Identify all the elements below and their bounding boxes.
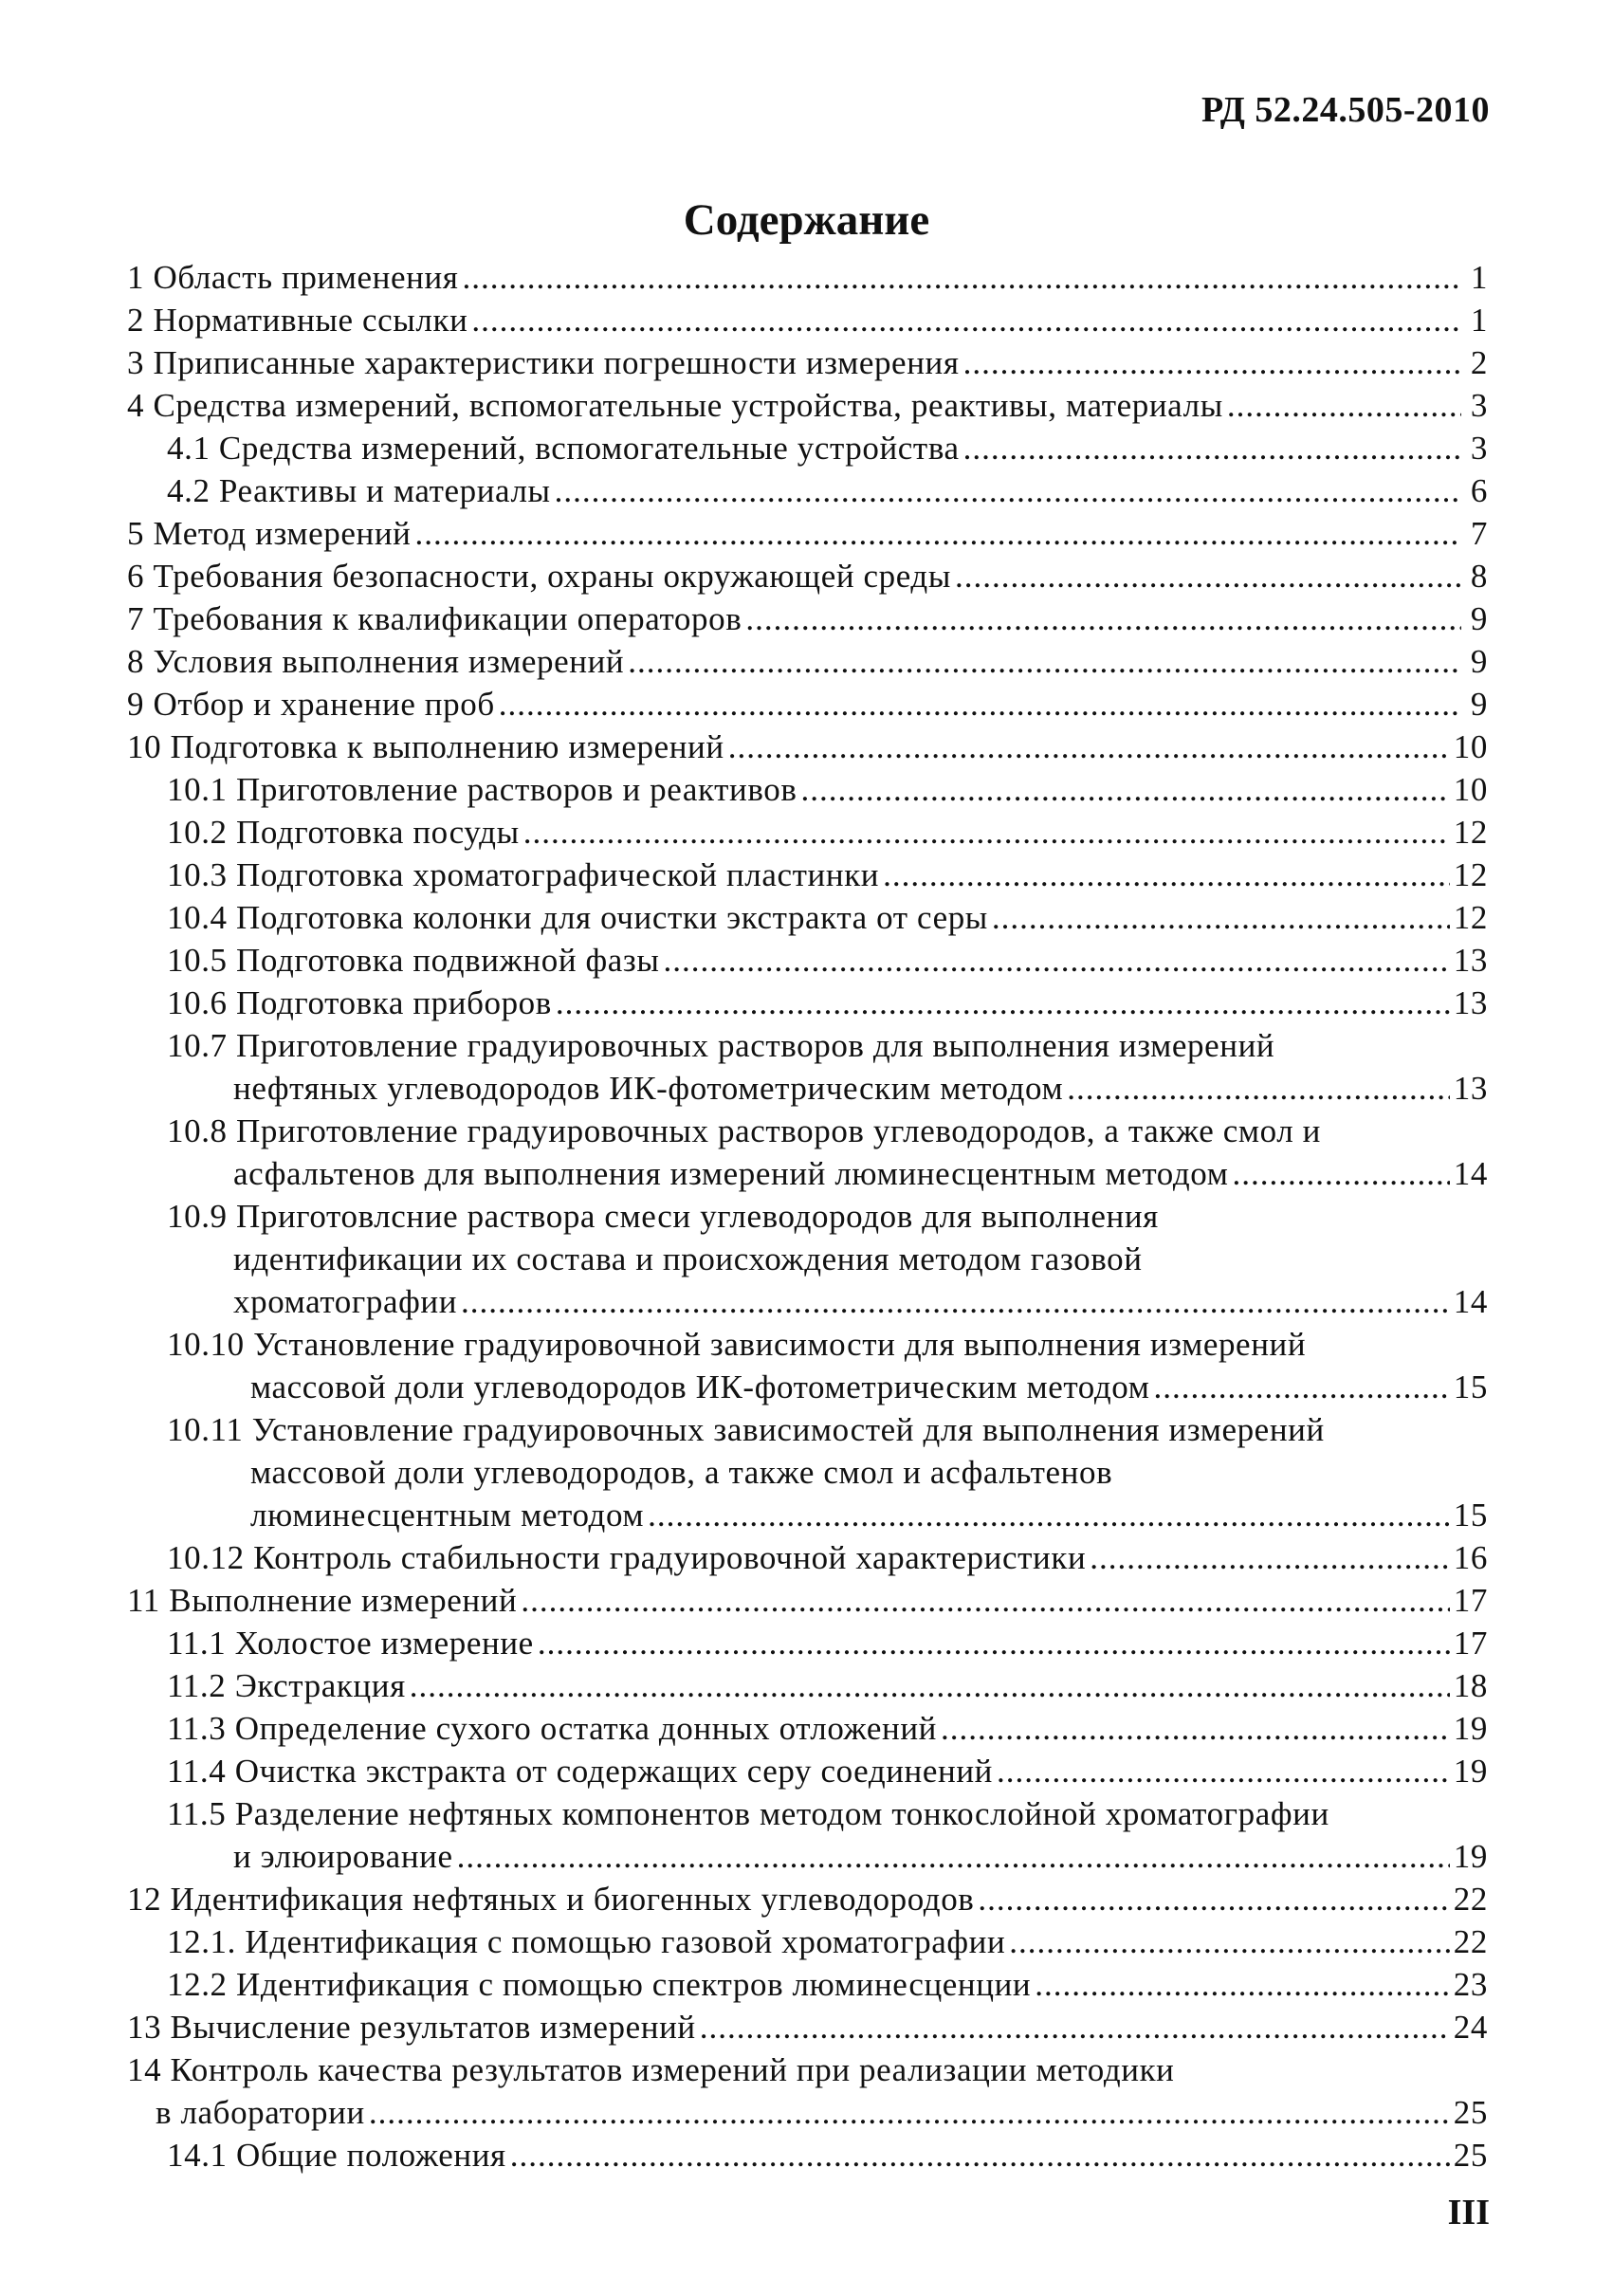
- toc-page-number: 13: [1453, 984, 1488, 1021]
- toc-entry-row: [167, 1963, 1488, 2006]
- dot-leader: [648, 1494, 1450, 1536]
- dot-leader: [1232, 1152, 1449, 1195]
- toc-page-number: 3: [1470, 387, 1488, 424]
- dot-leader: [628, 640, 1461, 683]
- dot-leader: [992, 896, 1450, 939]
- toc-entry-title-line: 10.2 Подготовка посуды: [167, 814, 520, 851]
- toc-entry-title-line: 7 Требования к квалификации операторов: [127, 600, 742, 637]
- dot-leader: [556, 982, 1450, 1024]
- toc-entry-title-line: 11.1 Холостое измерение: [167, 1625, 534, 1662]
- toc-entry[interactable]: [127, 640, 1488, 683]
- toc-entry[interactable]: [127, 1750, 1488, 1792]
- toc-entry-row: [167, 982, 1488, 1024]
- toc-entry[interactable]: [127, 2048, 1488, 2134]
- toc-entry-row: [167, 427, 1488, 469]
- toc-page-number: 1: [1470, 302, 1488, 339]
- toc-entry[interactable]: [127, 939, 1488, 982]
- dot-leader: [800, 768, 1449, 811]
- toc-page-number: 12: [1453, 814, 1488, 851]
- toc-entry-row: [127, 1579, 1488, 1622]
- toc-page-number: 10: [1453, 728, 1488, 765]
- toc-entry[interactable]: [127, 299, 1488, 341]
- toc-entry[interactable]: [127, 1323, 1488, 1408]
- table-of-contents: [127, 256, 1488, 2177]
- dot-leader: [415, 512, 1462, 555]
- toc-entry-title-line: в лаборатории: [156, 2094, 365, 2131]
- toc-entry-title-line: 9 Отбор и хранение проб: [127, 686, 495, 723]
- toc-entry[interactable]: [127, 1707, 1488, 1750]
- toc-page-number: 25: [1453, 2094, 1488, 2131]
- toc-entry-row: [167, 1152, 1488, 1195]
- toc-entry-title-line: 4.2 Реактивы и материалы: [167, 472, 551, 509]
- toc-entry-row: [167, 1707, 1488, 1750]
- toc-page-number: 1: [1470, 259, 1488, 296]
- toc-entry[interactable]: [127, 1792, 1488, 1878]
- toc-entry-row: [167, 469, 1488, 512]
- toc-page-number: 15: [1453, 1368, 1488, 1405]
- toc-entry-title-line: 11.5 Разделение нефтяных компонентов методом тонкослойной хроматографии: [167, 1795, 1329, 1832]
- dot-leader: [997, 1750, 1450, 1792]
- dot-leader: [1067, 1067, 1450, 1110]
- toc-entry-row: [127, 2091, 1488, 2134]
- toc-entry-title-line: 12 Идентификация нефтяных и биогенных углеводородов: [127, 1881, 975, 1918]
- toc-page-number: 13: [1453, 942, 1488, 979]
- toc-page-number: 12: [1453, 856, 1488, 893]
- toc-page-number: 2: [1470, 344, 1488, 381]
- toc-entry-title-line: 11.4 Очистка экстракта от содержащих серу соединений: [167, 1753, 994, 1790]
- document-code: РД 52.24.505-2010: [1201, 90, 1490, 130]
- dot-leader: [978, 1878, 1449, 1920]
- toc-entry-row: [127, 341, 1488, 384]
- toc-entry[interactable]: [127, 512, 1488, 555]
- toc-page-number: 18: [1453, 1667, 1488, 1704]
- toc-page-number: 13: [1453, 1070, 1488, 1107]
- toc-page-number: 14: [1453, 1155, 1488, 1192]
- toc-entry-row: [167, 854, 1488, 896]
- toc-entry-row: [127, 512, 1488, 555]
- toc-entry-row: [127, 640, 1488, 683]
- toc-entry-row: [167, 1366, 1488, 1408]
- page-title: Содержание: [683, 195, 930, 246]
- toc-entry[interactable]: [127, 1622, 1488, 1664]
- toc-entry[interactable]: [127, 555, 1488, 597]
- toc-entry-title-line: идентификации их состава и происхождения методом газовой: [233, 1240, 1143, 1277]
- toc-entry-row: [127, 2006, 1488, 2048]
- toc-entry-row: [127, 299, 1488, 341]
- toc-entry-title-line: 11 Выполнение измерений: [127, 1582, 518, 1619]
- toc-entry-row: [167, 1920, 1488, 1963]
- toc-entry-row: [167, 1280, 1488, 1323]
- toc-entry-title-line: 10.12 Контроль стабильности градуировочной характеристики: [167, 1539, 1087, 1576]
- toc-page-number: 22: [1453, 1881, 1488, 1918]
- toc-page-number: 12: [1453, 899, 1488, 936]
- dot-leader: [963, 427, 1461, 469]
- toc-entry[interactable]: [127, 1110, 1488, 1195]
- toc-entry-title-line: 12.1. Идентификация с помощью газовой хроматографии: [167, 1923, 1006, 1960]
- toc-entry-title-line: 10.1 Приготовление растворов и реактивов: [167, 771, 797, 808]
- toc-entry-row: [167, 896, 1488, 939]
- dot-leader: [555, 469, 1461, 512]
- toc-entry-title-line: 2 Нормативные ссылки: [127, 302, 468, 339]
- toc-entry[interactable]: [127, 597, 1488, 640]
- toc-entry-row: [167, 1067, 1488, 1110]
- toc-entry-title-line: 4.1 Средства измерений, вспомогательные устройства: [167, 430, 960, 467]
- toc-entry-row: [167, 1494, 1488, 1536]
- toc-entry[interactable]: [127, 2134, 1488, 2177]
- toc-entry-title-line: 14 Контроль качества результатов измерений при реализации методики: [127, 2051, 1175, 2088]
- toc-entry[interactable]: [127, 384, 1488, 427]
- toc-entry-title-line: 10.7 Приготовление градуировочных растворов для выполнения измерений: [167, 1027, 1275, 1064]
- toc-entry-title-line: хроматографии: [233, 1283, 458, 1320]
- toc-entry-title-line: 10.3 Подготовка хроматографической пластинки: [167, 856, 880, 893]
- toc-entry-title-line: 11.2 Экстракция: [167, 1667, 406, 1704]
- toc-entry-title-line: 10.4 Подготовка колонки для очистки экстракта от серы: [167, 899, 988, 936]
- toc-entry-title-line: 10.9 Приготовлсние раствора смеси углеводородов для выполнения: [167, 1198, 1159, 1235]
- toc-page-number: 22: [1453, 1923, 1488, 1960]
- dot-leader: [728, 726, 1450, 768]
- toc-entry-title-line: массовой доли углеводородов ИК-фотометрическим методом: [250, 1368, 1150, 1405]
- toc-entry-title-line: 10.5 Подготовка подвижной фазы: [167, 942, 660, 979]
- toc-page-number: 9: [1470, 686, 1488, 723]
- toc-entry-row: [127, 683, 1488, 726]
- toc-entry-row: [167, 1622, 1488, 1664]
- toc-entry[interactable]: [127, 768, 1488, 811]
- toc-page-number: 16: [1453, 1539, 1488, 1576]
- dot-leader: [538, 1622, 1450, 1664]
- toc-entry[interactable]: [127, 469, 1488, 512]
- dot-leader: [745, 597, 1461, 640]
- dot-leader: [462, 256, 1461, 299]
- dot-leader: [523, 811, 1450, 854]
- dot-leader: [663, 939, 1449, 982]
- toc-entry[interactable]: [127, 1408, 1488, 1536]
- toc-entry-title-line: 14.1 Общие положения: [167, 2137, 506, 2174]
- toc-entry-title-line: массовой доли углеводородов, а также смол и асфальтенов: [250, 1454, 1113, 1491]
- dot-leader: [471, 299, 1461, 341]
- toc-entry-title-line: 4 Средства измерений, вспомогательные устройства, реактивы, материалы: [127, 387, 1223, 424]
- toc-entry[interactable]: [127, 1920, 1488, 1963]
- toc-entry-title-line: 1 Область применения: [127, 259, 459, 296]
- toc-page-number: 14: [1453, 1283, 1488, 1320]
- toc-page-number: 9: [1470, 600, 1488, 637]
- toc-entry-row: [127, 1878, 1488, 1920]
- dot-leader: [1090, 1536, 1450, 1579]
- toc-page-number: 6: [1470, 472, 1488, 509]
- toc-page-number: 9: [1470, 643, 1488, 680]
- dot-leader: [1153, 1366, 1449, 1408]
- dot-leader: [1227, 384, 1461, 427]
- toc-page-number: 23: [1453, 1966, 1488, 2003]
- dot-leader: [521, 1579, 1449, 1622]
- dot-leader: [1009, 1920, 1450, 1963]
- toc-entry-row: [167, 811, 1488, 854]
- toc-page-number: 7: [1470, 515, 1488, 552]
- toc-entry[interactable]: [127, 427, 1488, 469]
- toc-page-number: 19: [1453, 1710, 1488, 1747]
- toc-entry-title-line: 10 Подготовка к выполнению измерений: [127, 728, 724, 765]
- toc-page-number: 10: [1453, 771, 1488, 808]
- toc-entry[interactable]: [127, 726, 1488, 768]
- toc-entry-title-line: и элюирование: [233, 1838, 453, 1875]
- toc-entry-title-line: 5 Метод измерений: [127, 515, 412, 552]
- toc-entry-row: [127, 597, 1488, 640]
- toc-entry[interactable]: [127, 1024, 1488, 1110]
- toc-entry[interactable]: [127, 1878, 1488, 1920]
- toc-entry[interactable]: [127, 341, 1488, 384]
- toc-entry[interactable]: [127, 1579, 1488, 1622]
- dot-leader: [700, 2006, 1450, 2048]
- toc-entry-title-line: 10.8 Приготовление градуировочных растворов углеводородов, а также смол и: [167, 1112, 1322, 1149]
- toc-entry-title-line: 11.3 Определение сухого остатка донных отложений: [167, 1710, 937, 1747]
- toc-entry-row: [127, 256, 1488, 299]
- toc-entry[interactable]: [127, 896, 1488, 939]
- toc-page-number: 8: [1470, 558, 1488, 595]
- toc-entry[interactable]: [127, 1195, 1488, 1323]
- toc-page-number: 25: [1453, 2137, 1488, 2174]
- toc-page-number: 17: [1453, 1582, 1488, 1619]
- toc-entry-title-line: 13 Вычисление результатов измерений: [127, 2009, 696, 2046]
- toc-page-number: 24: [1453, 2009, 1488, 2046]
- toc-entry-title-line: 10.6 Подготовка приборов: [167, 984, 552, 1021]
- dot-leader: [457, 1835, 1450, 1878]
- toc-entry-row: [167, 2134, 1488, 2177]
- toc-entry-title-line: 3 Приписанные характеристики погрешности измерения: [127, 344, 960, 381]
- page-number: III: [1447, 2193, 1490, 2232]
- toc-entry-title-line: 10.10 Установление градуировочной зависимости для выполнения измерений: [167, 1326, 1307, 1363]
- toc-entry[interactable]: [127, 811, 1488, 854]
- toc-entry[interactable]: [127, 256, 1488, 299]
- toc-page-number: 17: [1453, 1625, 1488, 1662]
- dot-leader: [963, 341, 1461, 384]
- toc-entry-title-line: люминесцентным методом: [250, 1497, 645, 1534]
- toc-entry-title-line: нефтяных углеводородов ИК-фотометрическим методом: [233, 1070, 1064, 1107]
- toc-entry-row: [127, 384, 1488, 427]
- toc-entry-title-line: 8 Условия выполнения измерений: [127, 643, 625, 680]
- toc-entry-row: [167, 1664, 1488, 1707]
- dot-leader: [499, 683, 1461, 726]
- toc-entry-row: [167, 1536, 1488, 1579]
- toc-entry-row: [167, 939, 1488, 982]
- toc-entry-title-line: 12.2 Идентификация с помощью спектров люминесценции: [167, 1966, 1032, 2003]
- toc-page-number: 15: [1453, 1497, 1488, 1534]
- toc-entry[interactable]: [127, 1664, 1488, 1707]
- dot-leader: [369, 2091, 1450, 2134]
- toc-entry-row: [127, 726, 1488, 768]
- toc-entry[interactable]: [127, 1536, 1488, 1579]
- toc-entry-title-line: 10.11 Установление градуировочных зависимостей для выполнения измерений: [167, 1411, 1325, 1448]
- toc-entry-row: [167, 768, 1488, 811]
- toc-entry-row: [127, 555, 1488, 597]
- dot-leader: [461, 1280, 1450, 1323]
- dot-leader: [941, 1707, 1450, 1750]
- toc-entry[interactable]: [127, 683, 1488, 726]
- dot-leader: [955, 555, 1461, 597]
- toc-entry[interactable]: [127, 2006, 1488, 2048]
- toc-entry[interactable]: [127, 854, 1488, 896]
- toc-entry[interactable]: [127, 982, 1488, 1024]
- dot-leader: [410, 1664, 1450, 1707]
- toc-entry-row: [167, 1750, 1488, 1792]
- toc-page-number: 19: [1453, 1753, 1488, 1790]
- toc-entry-row: [167, 1835, 1488, 1878]
- toc-entry[interactable]: [127, 1963, 1488, 2006]
- toc-page-number: 19: [1453, 1838, 1488, 1875]
- toc-entry-title-line: 6 Требования безопасности, охраны окружающей среды: [127, 558, 951, 595]
- dot-leader: [883, 854, 1450, 896]
- toc-page-number: 3: [1470, 430, 1488, 467]
- dot-leader: [510, 2134, 1450, 2177]
- toc-entry-title-line: асфальтенов для выполнения измерений люминесцентным методом: [233, 1155, 1229, 1192]
- dot-leader: [1035, 1963, 1450, 2006]
